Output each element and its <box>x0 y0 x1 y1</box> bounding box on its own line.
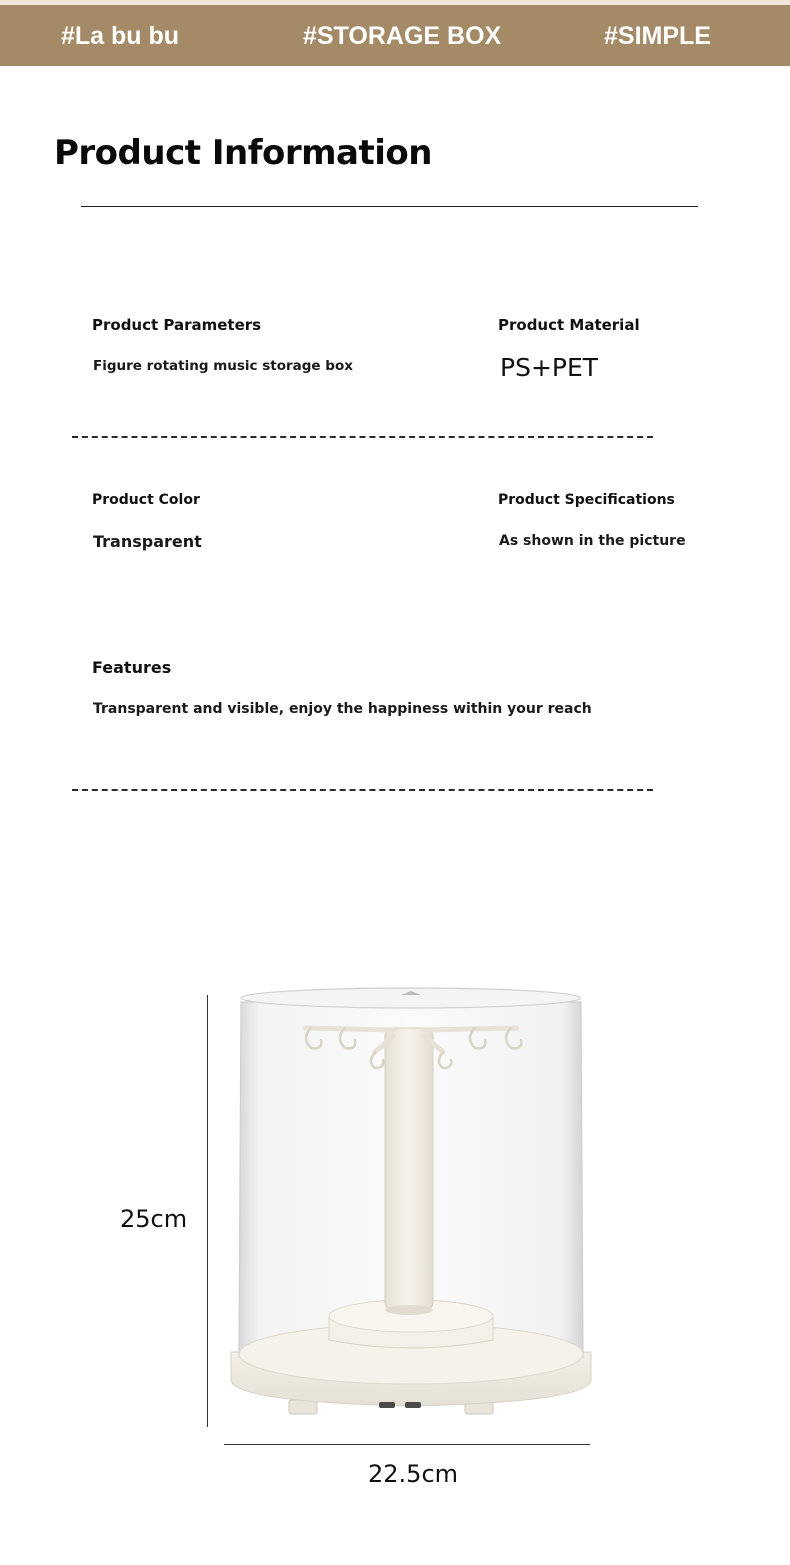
parameters-label: Product Parameters <box>92 316 262 334</box>
dashed-divider-1 <box>72 436 653 438</box>
width-dimension-label: 22.5cm <box>368 1460 459 1488</box>
tag-simple: #SIMPLE <box>604 22 711 50</box>
tag-labubu: #La bu bu <box>61 22 180 50</box>
width-dimension-line <box>224 1444 590 1445</box>
features-value: Transparent and visible, enjoy the happiness within your reach <box>93 701 592 717</box>
features-label: Features <box>92 658 172 677</box>
color-label: Product Color <box>92 492 200 508</box>
material-value: PS+PET <box>500 353 599 382</box>
color-value: Transparent <box>93 532 202 551</box>
material-label: Product Material <box>498 316 640 334</box>
tag-storage-box: #STORAGE BOX <box>303 22 502 50</box>
height-dimension-line <box>207 995 208 1427</box>
height-dimension-label: 25cm <box>120 1205 188 1233</box>
specifications-value: As shown in the picture <box>499 533 686 549</box>
specifications-label: Product Specifications <box>498 492 675 508</box>
title-divider <box>81 206 698 207</box>
storage-box-image <box>225 982 597 1427</box>
dashed-divider-2 <box>72 789 653 791</box>
top-banner <box>0 0 790 66</box>
page-title: Product Information <box>54 133 432 173</box>
parameters-value: Figure rotating music storage box <box>93 358 353 374</box>
